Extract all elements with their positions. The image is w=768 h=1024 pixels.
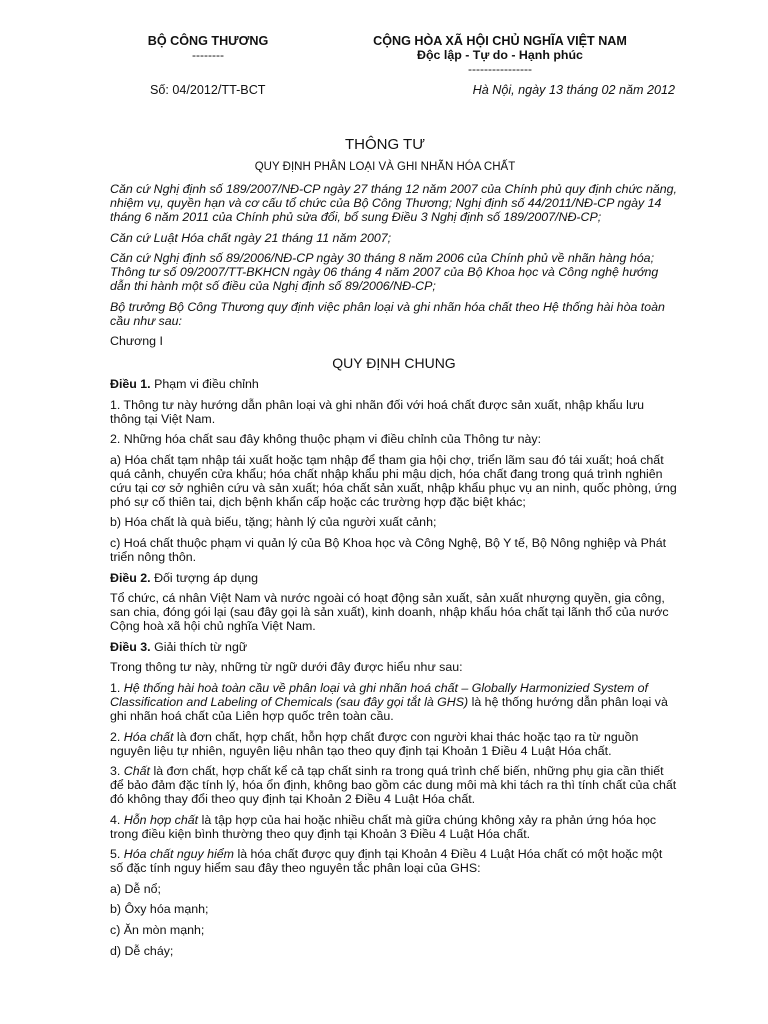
place-date: Hà Nội, ngày 13 tháng 02 năm 2012 [472,83,675,97]
ministry-name: BỘ CÔNG THƯƠNG [147,34,269,48]
definition-number: 4. [110,812,121,827]
article-title: Đối tượng áp dụng [154,570,259,585]
definition-text: là đơn chất, hợp chất, hỗn hợp chất được con người khai thác hoặc tạo ra từ nguồn nguyên liệu tự nhiên, nguyên liệu nhân tạo theo quy định tại Khoản 1 Điều 4 Luật Hóa chất. [110,729,639,758]
article-title: Phạm vi điều chỉnh [154,376,259,391]
definition-term: Hóa chất [123,729,174,744]
document-subtitle: QUY ĐỊNH PHÂN LOẠI VÀ GHI NHÃN HÓA CHẤT [254,161,516,173]
definition-text: là tập hợp của hai hoặc nhiều chất mà giữa chúng không xảy ra phản ứng hóa học trong điều kiện bình thường theo quy định tại Khoản 3 Điều 4 Luật Hóa chất. [110,812,657,841]
chapter-title: QUY ĐỊNH CHUNG [332,354,456,371]
paragraph: b) Hóa chất là quà biếu, tặng; hành lý của người xuất cảnh; [110,515,437,530]
ministry-header [128,34,288,62]
preamble-paragraph: Căn cứ Nghị định số 189/2007/NĐ-CP ngày 27 tháng 12 năm 2007 của Chính phủ quy định chức năng, nhiệm vụ, quyền hạn và cơ cấu tổ chức của Bộ Công Thương; Nghị định số 44/2011/NĐ-CP ngày 14 tháng 6 năm 2011 của Chính phủ sửa đổi, bổ sung Điều 3 Nghị định số 189/2007/NĐ-CP; [110,182,678,224]
article-title: Giải thích từ ngữ [154,639,248,654]
article-1-heading [110,377,678,391]
definition-text: là hóa chất được quy định tại Khoản 4 Điều 4 Luật Hóa chất có một hoặc một số đặc tính nguy hiểm sau đây theo nguyên tắc phân loại của GHS: [110,847,663,876]
paragraph: 2. Những hóa chất sau đây không thuộc phạm vi điều chỉnh của Thông tư này: [110,432,542,447]
definition-number: 1. [110,680,121,695]
article-number: Điều 1. [110,376,151,391]
list-item: b) Ôxy hóa mạnh; [110,902,209,917]
paragraph: Tổ chức, cá nhân Việt Nam và nước ngoài có hoạt động sản xuất, sản xuất nhượng quyền, gia công, san chia, đóng gói lại (sau đây gọi là sản xuất), kinh doanh, nhập khẩu hóa chất tại lãnh thổ của nước Cộng hoà xã hội chủ nghĩa Việt Nam. [110,591,669,634]
chapter-label: Chương I [110,334,163,349]
definition-text: là đơn chất, hợp chất kể cả tạp chất sinh ra trong quá trình chế biến, những phụ gia cần thiết để bảo đảm đặc tính lý, hóa ổn định, không bao gồm các dung môi mà khi tách ra thì tính chất của chất đó không thay đổi theo quy định tại Khoản 2 Điều 4 Luật Hóa chất. [110,764,677,807]
definition-3 [110,764,678,806]
paragraph: a) Hóa chất tạm nhập tái xuất hoặc tạm nhập để tham gia hội chợ, triển lãm sau đó tái xuất; hoá chất quá cảnh, chuyển cửa khẩu; hóa chất nhập khẩu phi mậu dịch, hóa chất đang trong quá trình nghiên cứu tại cơ sở nghiên cứu và sản xuất; hóa chất sản xuất, nhập khẩu phục vụ an ninh, quốc phòng, ứng phó sự cố thiên tai, dịch bệnh khẩn cấp hoặc các trường hợp đặc biệt khác; [110,452,677,509]
article-2-heading [110,571,678,585]
list-item: a) Dễ nổ; [110,881,161,896]
definition-term: Hóa chất nguy hiểm [123,847,234,862]
definition-term: Chất [123,764,150,779]
country-name: CỘNG HÒA XÃ HỘI CHỦ NGHĨA VIỆT NAM [373,34,627,48]
preamble-paragraph: Căn cứ Nghị định số 89/2006/NĐ-CP ngày 30 tháng 8 năm 2006 của Chính phủ về nhãn hàng hóa; Thông tư số 09/2007/TT-BKHCN ngày 06 tháng 4 năm 2007 của Bộ Khoa học và Công nghệ hướng dẫn thi hành một số điều của Nghị định số 89/2006/NĐ-CP; [110,251,659,294]
article-number: Điều 2. [110,570,151,585]
document-title: THÔNG TƯ [344,136,426,153]
definition-number: 5. [110,847,121,862]
national-header [352,34,648,76]
definition-term: Hệ thống hài hoà toàn cầu về phân loại và ghi nhãn hoá chất – Globally Harmonizied System of Classification and Labeling of Chemicals (sau đây gọi tắt là GHS) [110,680,648,709]
definition-text: là hệ thống hướng dẫn phân loại và ghi nhãn hoá chất của Liên hợp quốc trên toàn cầu. [110,694,668,723]
motto-separator: ---------------- [468,62,532,76]
definition-number: 2. [110,729,121,744]
preamble-paragraph: Bộ trưởng Bộ Công Thương quy định việc phân loại và ghi nhãn hóa chất theo Hệ thống hài hòa toàn cầu như sau: [110,299,665,328]
national-motto: Độc lập - Tự do - Hạnh phúc [417,48,583,62]
definition-term: Hỗn hợp chất [123,812,199,827]
paragraph: Trong thông tư này, những từ ngữ dưới đây được hiểu như sau: [110,660,463,675]
definition-4 [110,813,678,841]
article-3-heading [110,640,678,654]
preamble-paragraph: Căn cứ Luật Hóa chất ngày 21 tháng 11 năm 2007; [110,230,392,245]
definition-5 [110,847,678,875]
list-item: d) Dễ cháy; [110,943,174,958]
paragraph: 1. Thông tư này hướng dẫn phân loại và ghi nhãn đối với hoá chất được sản xuất, nhập khẩu lưu thông tại Việt Nam. [110,397,645,426]
document-body [110,182,678,964]
definition-number: 3. [110,764,121,779]
definition-2 [110,730,678,758]
list-item: c) Ăn mòn mạnh; [110,923,205,938]
ministry-separator: -------- [192,48,224,62]
definition-1 [110,681,678,723]
document-number: Số: 04/2012/TT-BCT [150,83,266,97]
article-number: Điều 3. [110,639,151,654]
paragraph: c) Hoá chất thuộc phạm vi quản lý của Bộ Khoa học và Công Nghệ, Bộ Y tế, Bộ Nông nghiệp và Phát triển nông thôn. [110,535,667,564]
